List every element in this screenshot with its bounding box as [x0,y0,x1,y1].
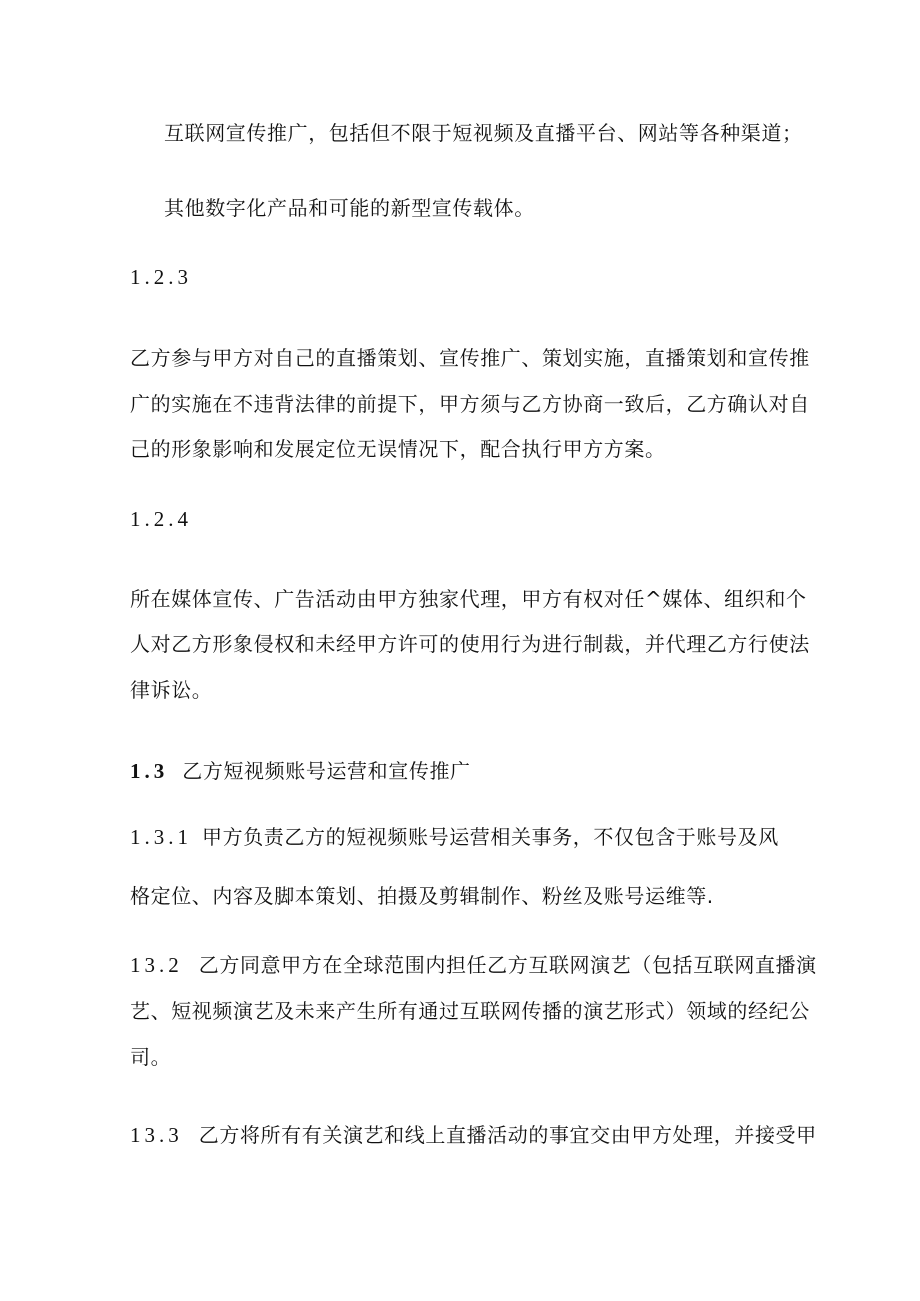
section-number: 1.2.4 [130,507,192,531]
line-text: 甲方负责乙方的短视频账号运营相关事务，不仅包含于账号及风 [202,825,779,849]
paragraph-line [164,194,535,222]
paragraph-line [130,390,810,418]
line-text: 律诉讼。 [130,678,213,702]
clause-number: 13.3 [130,1123,183,1147]
paragraph-line [130,1121,817,1149]
paragraph-line [130,585,807,613]
paragraph-line [130,630,810,658]
line-text: 己的形象影响和发展定位无误情况下，配合执行甲方方案。 [130,437,666,461]
line-text: 乙方将所有有关演艺和线上直播活动的事宜交由甲方处理，并接受甲 [198,1123,817,1147]
paragraph-line [130,882,714,910]
line-text: 艺、短视频演艺及未来产生所有通过互联网传播的演艺形式）领域的经纪公 [130,999,810,1023]
line-text: 乙方同意甲方在全球范围内担任乙方互联网演艺（包括互联网直播演 [198,953,817,977]
clause-number: 1.3.1 [130,825,192,849]
section-heading [130,757,471,785]
paragraph-line [130,344,810,372]
line-text: 所在媒体宣传、广告活动由甲方独家代理，甲方有权对任^媒体、组织和个 [130,587,807,611]
paragraph-line [130,823,779,851]
paragraph-line [130,951,817,979]
line-text: 广的实施在不违背法律的前提下，甲方须与乙方协商一致后，乙方确认对自 [130,392,810,416]
line-text: 其他数字化产品和可能的新型宣传载体。 [164,196,535,220]
heading-number: 1.3 [130,759,169,783]
paragraph-line [130,435,666,463]
line-text: 格定位、内容及脚本策划、拍摄及剪辑制作、粉丝及账号运维等. [130,884,714,908]
line-text: 司。 [130,1045,172,1069]
line-text: 互联网宣传推广，包括但不限于短视频及直播平台、网站等各种渠道； [164,121,803,145]
clause-number: 13.2 [130,953,183,977]
section-number: 1.2.3 [130,265,192,289]
paragraph-line [130,1043,171,1071]
heading-text: 乙方短视频账号运营和宣传推广 [182,759,471,783]
paragraph-line [164,119,803,147]
line-text: 人对乙方形象侵权和未经甲方许可的使用行为进行制裁，并代理乙方行使法 [130,632,810,656]
paragraph-line [130,676,212,704]
paragraph-line [130,997,810,1025]
line-text: 乙方参与甲方对自己的直播策划、宣传推广、策划实施，直播策划和宣传推 [130,346,810,370]
